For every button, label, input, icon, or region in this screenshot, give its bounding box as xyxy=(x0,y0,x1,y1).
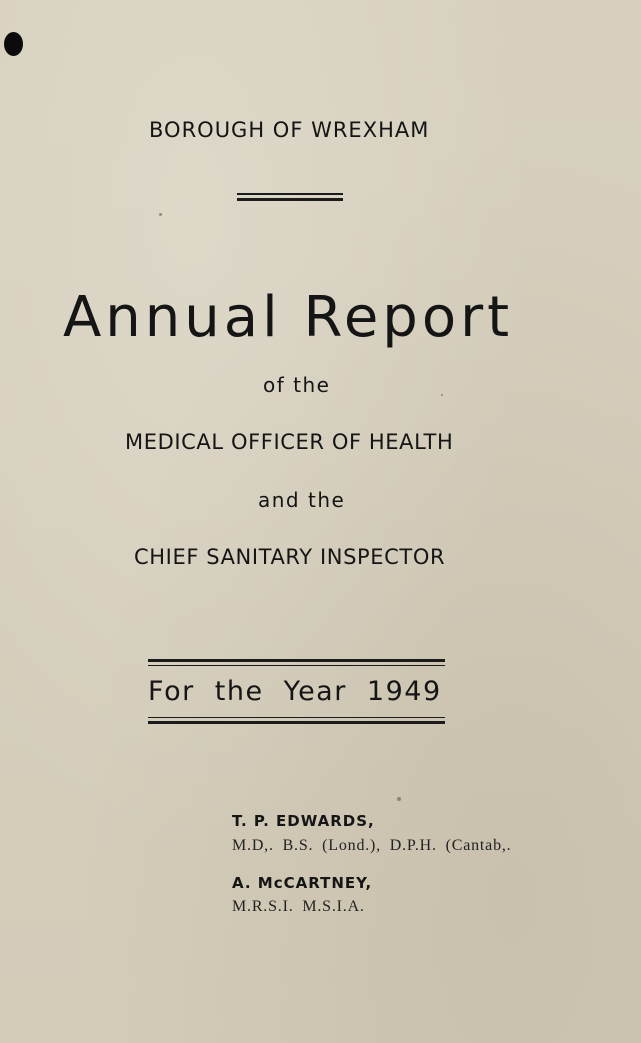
author-qualifications: M.D,. B.S. (Lond.), D.P.H. (Cantab,. xyxy=(232,837,512,854)
decorative-rule xyxy=(148,665,445,666)
decorative-rule xyxy=(148,721,445,724)
sanitary-inspector-heading: CHIEF SANITARY INSPECTOR xyxy=(134,545,446,569)
report-year: For the Year 1949 xyxy=(148,676,442,707)
borough-heading: BOROUGH OF WREXHAM xyxy=(149,118,430,142)
decorative-rule xyxy=(237,198,343,201)
paper-speck xyxy=(441,394,443,396)
decorative-rule xyxy=(148,659,445,662)
author-name: T. P. EDWARDS, xyxy=(232,812,375,830)
punch-hole xyxy=(4,32,23,56)
author-name: A. McCARTNEY, xyxy=(232,874,373,892)
decorative-rule xyxy=(237,193,343,195)
medical-officer-heading: MEDICAL OFFICER OF HEALTH xyxy=(125,430,454,454)
connector-of-the: of the xyxy=(263,373,331,397)
report-title: Annual Report xyxy=(63,285,514,350)
paper-speck xyxy=(159,213,162,216)
author-qualifications: M.R.S.I. M.S.I.A. xyxy=(232,898,365,915)
decorative-rule xyxy=(148,717,445,718)
connector-and-the: and the xyxy=(258,488,346,512)
paper-speck xyxy=(397,797,401,801)
